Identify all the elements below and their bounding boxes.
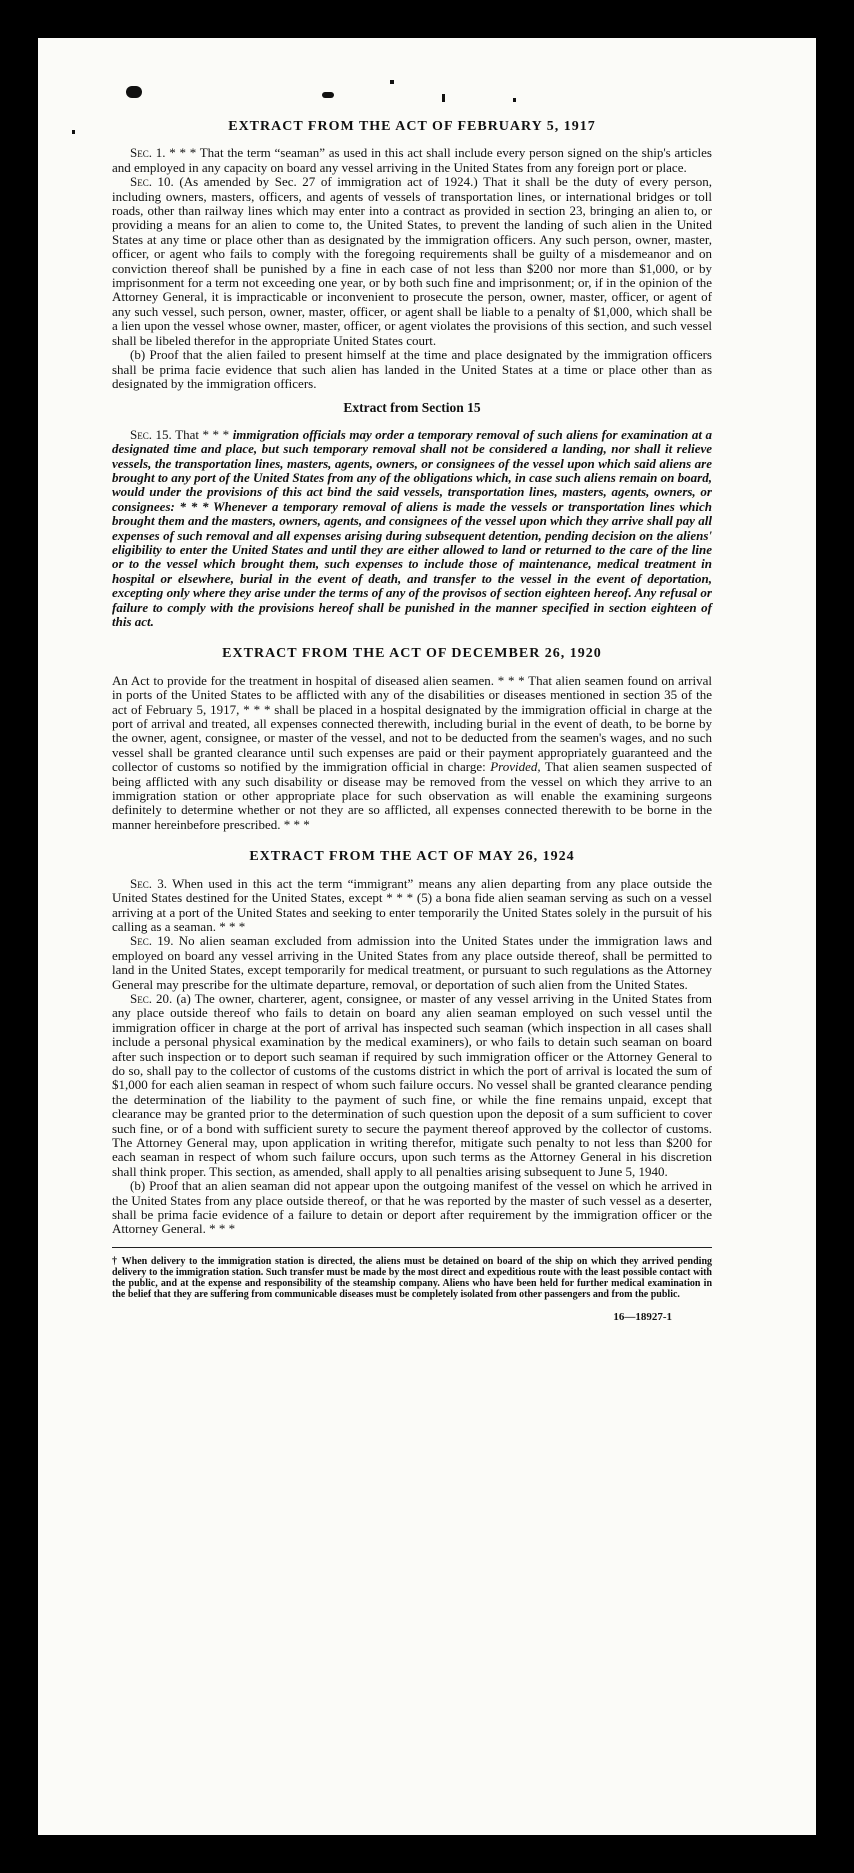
scan-speck	[72, 130, 75, 134]
heading-act-1917: EXTRACT FROM THE ACT OF FEBRUARY 5, 1917	[228, 119, 596, 134]
paragraph: Sec. 20. (a) The owner, charterer, agent, consignee, or master of any vessel arriving in the United States from any place outside thereof who fails to detain on board any alien seaman employed on such vessel until the immigration officer in charge at the port of arrival has inspected such seaman (which inspection in all cases shall include a personal physical examination by the medical examiners), or who fails to detain such seaman on board after such inspection or to deport such seaman if required by such immigration officer or the Attorney General to do so, shall pay to the collector of customs of the customs district in which the port of arrival is located the sum of $1,000 for each alien seaman in respect of whom such failure occurs. No vessel shall be granted clearance pending the determination of the liability to the payment of such fine, or while the fine remains unpaid, except that clearance may be granted prior to the determination of such question upon the deposit of a sum sufficient to cover such fine, or of a bond with sufficient surety to secure the payment thereof approved by the collector of customs. The Attorney General may, upon application in writing therefor, mitigate such penalty to not less than $200 for each seaman in respect of whom such failure occurs, upon such terms as the Attorney General in his discretion shall think proper. This section, as amended, shall apply to all penalties arising subsequent to June 5, 1940.	[112, 990, 712, 1179]
document-page	[38, 38, 816, 1835]
paragraph: (b) Proof that the alien failed to present himself at the time and place designated by the immigration officers shall be prima facie evidence that such alien has landed in the United States at a time or place other than as designated by the immigration officers.	[112, 347, 712, 391]
form-number: 16—18927-1	[613, 1310, 672, 1323]
paragraph: Sec. 19. No alien seaman excluded from admission into the United States under the immigration laws and employed on board any vessel arriving in the United States from any place outside thereof, shall be permitted to land in the United States, except temporarily for medical treatment, or pursuant to such regulations as the Attorney General may prescribe for the ultimate departure, removal, or deportation of such alien from the United States.	[112, 933, 712, 992]
scan-speck	[126, 86, 142, 98]
paragraph: (b) Proof that an alien seaman did not appear upon the outgoing manifest of the vessel on which he arrived in the United States from any place outside thereof, or that he was reported by the master of such vessel as a deserter, shall be prima facie evidence of a failure to detain or deport after requirement by the immigration officer or the Attorney General. * * *	[112, 1178, 712, 1237]
paragraph: Sec. 15. That * * * immigration officials may order a temporary removal of such aliens for examination at a designated time and place, but such temporary removal shall not be considered a landing, nor shall it relieve vessels, the transportation lines, masters, agents, owners, or consignees of the vessel upon which said aliens are brought to any port of the United States from any of the obligations which, in case such aliens remain on board, would under the provisions of this act bind the said vessels, transportation lines, masters, agents, owners, or consignees: * * * Whenever a temporary removal of aliens is made the vessels or transportation lines which brought them and the masters, owners, agents, and consignees of the vessel upon which they arrive shall pay all expenses of such removal and all expenses arising during subsequent detention, pending decision on the aliens' eligibility to enter the United States and until they are either allowed to land or returned to the care of the line or to the vessel which brought them, such expenses to include those of maintenance, medical treatment in hospital or elsewhere, burial in the event of death, and transfer to the vessel in the event of deportation, excepting only where they arise under the terms of any of the provisos of section eighteen hereof. Any refusal or failure to comply with the provisions hereof shall be punished in the manner specified in section eighteen of this act.	[112, 426, 713, 629]
paragraph: An Act to provide for the treatment in hospital of diseased alien seamen. * * * That alien seamen found on arrival in ports of the United States to be afflicted with any of the disabilities or diseases mentioned in section 35 of the act of February 5, 1917, * * * shall be placed in a hospital designated by the immigration official in charge at the port of arrival and treated, all expenses connected therewith, including burial in the event of death, to be borne by the owner, agent, consignee, or master of the vessel, and not to be deducted from the seamen's wages, and no such vessel shall be granted clearance until such expenses are paid or their payment appropriately guaranteed and the collector of customs so notified by the immigration official in charge: Provided, That alien seamen suspected of being afflicted with any such disability or disease may be removed from the vessel on which they arrive to an immigration station or other appropriate place for such observation as will enable the examining surgeons definitely to determine whether or not they are so afflicted, all expenses connected therewith to be borne in the manner hereinbefore prescribed. * * *	[112, 672, 713, 832]
heading-section-15: Extract from Section 15	[343, 400, 481, 416]
footnote: † When delivery to the immigration station is directed, the aliens must be detained on board of the ship on which they arrived pending delivery to the immigration station. Such transfer must be made by the most direct and expeditious route with the least possible contact with the public, and at the expense and responsibility of the steamship company. Aliens who have been held for further medical examination in the belief that they are suffering from communicable diseases must be completely isolated from other passengers and from the public.	[112, 1247, 712, 1300]
paragraph: Sec. 10. (As amended by Sec. 27 of immigration act of 1924.) That it shall be the duty of every person, including owners, masters, officers, and agents of vessels of transportation lines, or international bridges or toll roads, other than railway lines which may enter into a contract as provided in section 23, bringing an alien to, or providing a means for an alien to come to, the United States, to prevent the landing of such alien in the United States at any time or place other than as designated by the immigration officers. Any such person, owner, master, officer, or agent who fails to comply with the foregoing requirements shall be guilty of a misdemeanor and on conviction thereof shall be punished by a fine in each case of not less than $200 nor more than $1,000, or by imprisonment for a term not exceeding one year, or by both such fine and imprisonment; or, if in the opinion of the Attorney General, it is impracticable or inconvenient to prosecute the person, owner, master, officer, or agent of any such vessel, such person, owner, master, officer, or agent shall be liable to a penalty of $1,000, which shall be a lien upon the vessel whose owner, master, officer, or agent violates the provisions of this section, and such vessel shall be libeled therefor in the appropriate United States court.	[112, 174, 712, 348]
scan-speck	[442, 94, 445, 102]
heading-act-1924: EXTRACT FROM THE ACT OF MAY 26, 1924	[249, 849, 575, 865]
document-body	[112, 120, 712, 1324]
scan-speck	[390, 80, 394, 84]
paragraph: Sec. 1. * * * That the term “seaman” as used in this act shall include every person signed on the ship's articles and employed in any capacity on board any vessel arriving in the United States from any foreign port or place.	[112, 145, 712, 175]
heading-act-1920: EXTRACT FROM THE ACT OF DECEMBER 26, 1920	[222, 646, 602, 662]
scan-speck	[322, 92, 334, 98]
scan-speck	[513, 98, 516, 102]
paragraph: Sec. 3. When used in this act the term “immigrant” means any alien departing from any place outside the United States destined for the United States, except * * * (5) a bona fide alien seaman serving as such on a vessel arriving at a port of the United States and seeking to enter temporarily the United States solely in the pursuit of his calling as a seaman. * * *	[112, 875, 713, 934]
